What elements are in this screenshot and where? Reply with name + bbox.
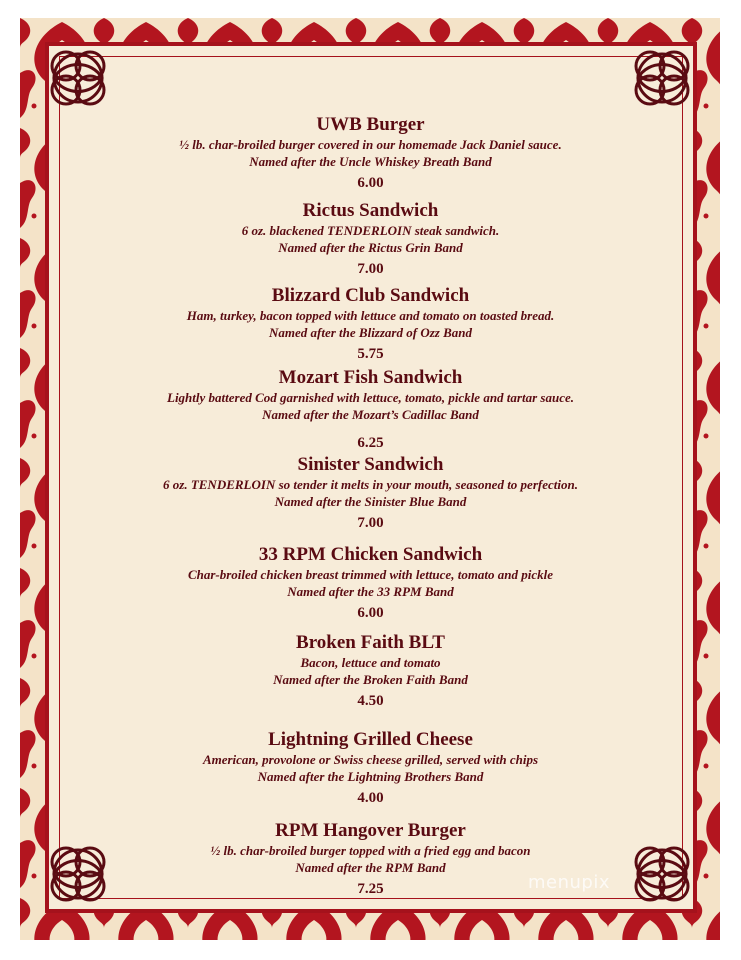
item-price: 6.00 <box>357 175 384 191</box>
menu-item <box>0 367 741 453</box>
item-band-note: Named after the RPM Band <box>295 860 446 875</box>
item-name: Lightning Grilled Cheese <box>268 729 473 750</box>
item-description: Lightly battered Cod garnished with lettuce, tomato, pickle and tartar sauce. <box>167 390 574 405</box>
item-band-note: Named after the Lightning Brothers Band <box>257 769 484 784</box>
item-name: Broken Faith BLT <box>296 632 445 653</box>
item-price: 4.50 <box>357 693 384 709</box>
item-band-note: Named after the 33 RPM Band <box>287 584 454 599</box>
item-name: 33 RPM Chicken Sandwich <box>258 544 483 565</box>
menu-item <box>0 632 741 711</box>
menu-item <box>0 454 741 533</box>
item-name: UWB Burger <box>316 114 425 135</box>
item-band-note: Named after the Sinister Blue Band <box>274 494 467 509</box>
item-price: 7.25 <box>357 881 384 897</box>
watermark: menupix <box>528 872 611 893</box>
item-price: 7.00 <box>357 515 384 531</box>
item-band-note: Named after the Uncle Whiskey Breath Band <box>249 154 492 169</box>
item-description: ½ lb. char-broiled burger covered in our homemade Jack Daniel sauce. <box>179 137 562 152</box>
item-price: 5.75 <box>357 346 384 362</box>
menu-item <box>0 285 741 364</box>
item-description: Bacon, lettuce and tomato <box>300 655 441 670</box>
celtic-knot-icon <box>40 40 116 116</box>
menu-item <box>0 114 741 193</box>
celtic-knot-icon <box>624 40 700 116</box>
item-price: 6.00 <box>357 605 384 621</box>
item-price: 6.25 <box>357 435 384 451</box>
item-description: 6 oz. blackened TENDERLOIN steak sandwich. <box>241 223 500 238</box>
item-name: Blizzard Club Sandwich <box>271 285 470 306</box>
item-price: 4.00 <box>357 790 384 806</box>
menu-item <box>0 544 741 623</box>
item-name: RPM Hangover Burger <box>275 820 466 841</box>
menu-item <box>0 200 741 279</box>
item-band-note: Named after the Mozart’s Cadillac Band <box>262 407 479 422</box>
item-name: Mozart Fish Sandwich <box>278 367 463 388</box>
item-name: Rictus Sandwich <box>302 200 439 221</box>
item-band-note: Named after the Blizzard of Ozz Band <box>269 325 472 340</box>
item-description: American, provolone or Swiss cheese grilled, served with chips <box>202 752 539 767</box>
item-description: Char-broiled chicken breast trimmed with lettuce, tomato and pickle <box>187 567 554 582</box>
item-band-note: Named after the Rictus Grin Band <box>278 240 463 255</box>
menu-item <box>0 820 741 899</box>
item-price: 7.00 <box>357 261 384 277</box>
item-description: Ham, turkey, bacon topped with lettuce and tomato on toasted bread. <box>186 308 555 323</box>
menu-item <box>0 729 741 808</box>
item-description: 6 oz. TENDERLOIN so tender it melts in your mouth, seasoned to perfection. <box>163 477 578 492</box>
item-name: Sinister Sandwich <box>297 454 444 475</box>
item-band-note: Named after the Broken Faith Band <box>273 672 468 687</box>
item-description: ½ lb. char-broiled burger topped with a fried egg and bacon <box>210 843 531 858</box>
